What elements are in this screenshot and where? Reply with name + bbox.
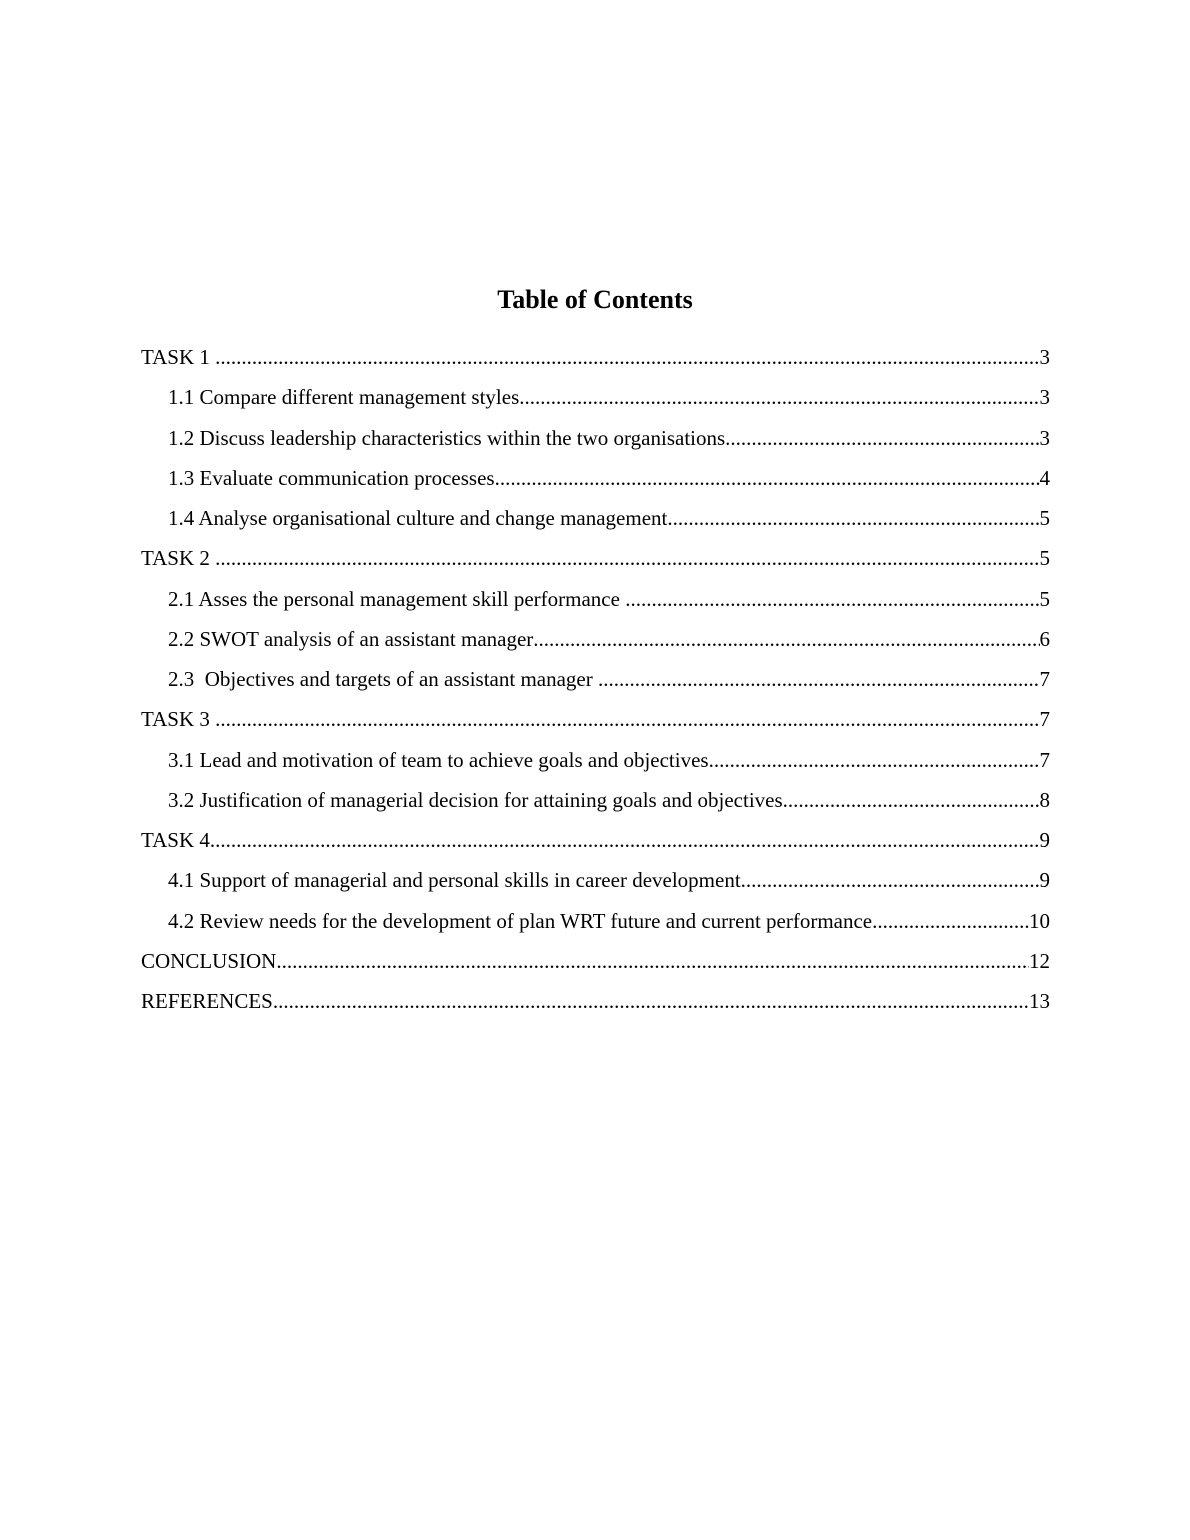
toc-entry-1-1[interactable] <box>141 380 1050 420</box>
toc-page-number: 9 <box>1039 828 1050 852</box>
toc-page-number: 12 <box>1029 948 1050 973</box>
toc-dot-leader <box>741 863 1040 897</box>
toc-entry-3-2[interactable] <box>141 783 1050 823</box>
toc-entry-text: 2.1 Asses the personal management skill performance <box>168 586 626 611</box>
toc-page-number: 13 <box>1029 989 1050 1013</box>
toc-page-number: 7 <box>1039 707 1050 732</box>
toc-dot-leader <box>709 743 1040 777</box>
toc-dot-leader <box>519 380 1039 414</box>
toc-page-number: 5 <box>1039 586 1050 611</box>
toc-entry-text: TASK 4 <box>141 828 210 852</box>
toc-page-number: 10 <box>1029 908 1050 933</box>
toc-entry-2-3[interactable] <box>141 662 1050 702</box>
toc-entry-text: 1.4 Analyse organisational culture and change management <box>168 506 668 530</box>
toc-list <box>141 340 1050 1024</box>
toc-dot-leader <box>533 622 1039 656</box>
toc-page-number: 8 <box>1039 787 1050 812</box>
toc-entry-task-1[interactable] <box>141 340 1050 380</box>
toc-entry-text: CONCLUSION <box>141 948 277 973</box>
toc-page-number: 3 <box>1039 345 1050 369</box>
toc-entry-text: TASK 3 <box>141 707 216 732</box>
toc-entry-text: 4.1 Support of managerial and personal skills in career development <box>168 868 741 893</box>
toc-entry-4-2[interactable] <box>141 904 1050 944</box>
toc-page-number: 3 <box>1039 385 1050 410</box>
toc-title: Table of Contents <box>497 285 693 314</box>
toc-entry-2-1[interactable] <box>141 582 1050 622</box>
toc-entry-text: 1.1 Compare different management styles <box>168 385 520 410</box>
toc-entry-1-3[interactable] <box>141 461 1050 501</box>
toc-entry-text: 1.2 Discuss leadership characteristics within the two organisations <box>168 425 726 450</box>
toc-dot-leader <box>667 501 1039 535</box>
toc-entry-text: 4.2 Review needs for the development of plan WRT future and current performance <box>168 908 873 933</box>
toc-page-number: 7 <box>1039 667 1050 691</box>
toc-entry-text: 2.2 SWOT analysis of an assistant manager <box>168 626 534 651</box>
toc-entry-2-2[interactable] <box>141 622 1050 662</box>
toc-dot-leader <box>783 783 1040 817</box>
toc-dot-leader <box>725 421 1039 455</box>
toc-entry-4-1[interactable] <box>141 863 1050 903</box>
toc-entry-text: 3.2 Justification of managerial decision for attaining goals and objectives <box>168 787 783 812</box>
toc-dot-leader <box>276 944 1029 978</box>
toc-dot-leader <box>598 662 1040 696</box>
toc-entry-references[interactable] <box>141 984 1050 1024</box>
toc-dot-leader <box>495 461 1040 495</box>
toc-dot-leader <box>273 984 1029 1018</box>
toc-dot-leader <box>210 823 1040 857</box>
toc-page-number: 4 <box>1039 465 1050 490</box>
toc-entry-text: 1.3 Evaluate communication processes <box>168 465 495 490</box>
toc-page-number: 3 <box>1039 425 1050 450</box>
toc-entry-text: 2.3 Objectives and targets of an assistant manager <box>168 667 598 691</box>
toc-entry-task-3[interactable] <box>141 702 1050 742</box>
toc-entry-3-1[interactable] <box>141 743 1050 783</box>
toc-entry-text: REFERENCES <box>141 989 273 1013</box>
toc-page-number: 6 <box>1039 626 1050 651</box>
toc-dot-leader <box>872 904 1029 938</box>
toc-page-number: 9 <box>1039 868 1050 893</box>
toc-entry-1-2[interactable] <box>141 421 1050 461</box>
toc-entry-conclusion[interactable] <box>141 944 1050 984</box>
toc-entry-text: TASK 2 <box>141 546 216 571</box>
toc-dot-leader <box>215 541 1039 575</box>
toc-entry-task-4[interactable] <box>141 823 1050 863</box>
toc-entry-text: TASK 1 <box>141 345 216 369</box>
toc-page-number: 5 <box>1039 506 1050 530</box>
toc-page-number: 7 <box>1039 747 1050 772</box>
toc-dot-leader <box>625 582 1039 616</box>
toc-dot-leader <box>215 702 1039 736</box>
toc-page-number: 5 <box>1039 546 1050 571</box>
toc-entry-task-2[interactable] <box>141 541 1050 581</box>
toc-dot-leader <box>215 340 1039 374</box>
toc-entry-1-4[interactable] <box>141 501 1050 541</box>
toc-entry-text: 3.1 Lead and motivation of team to achieve goals and objectives <box>168 747 709 772</box>
